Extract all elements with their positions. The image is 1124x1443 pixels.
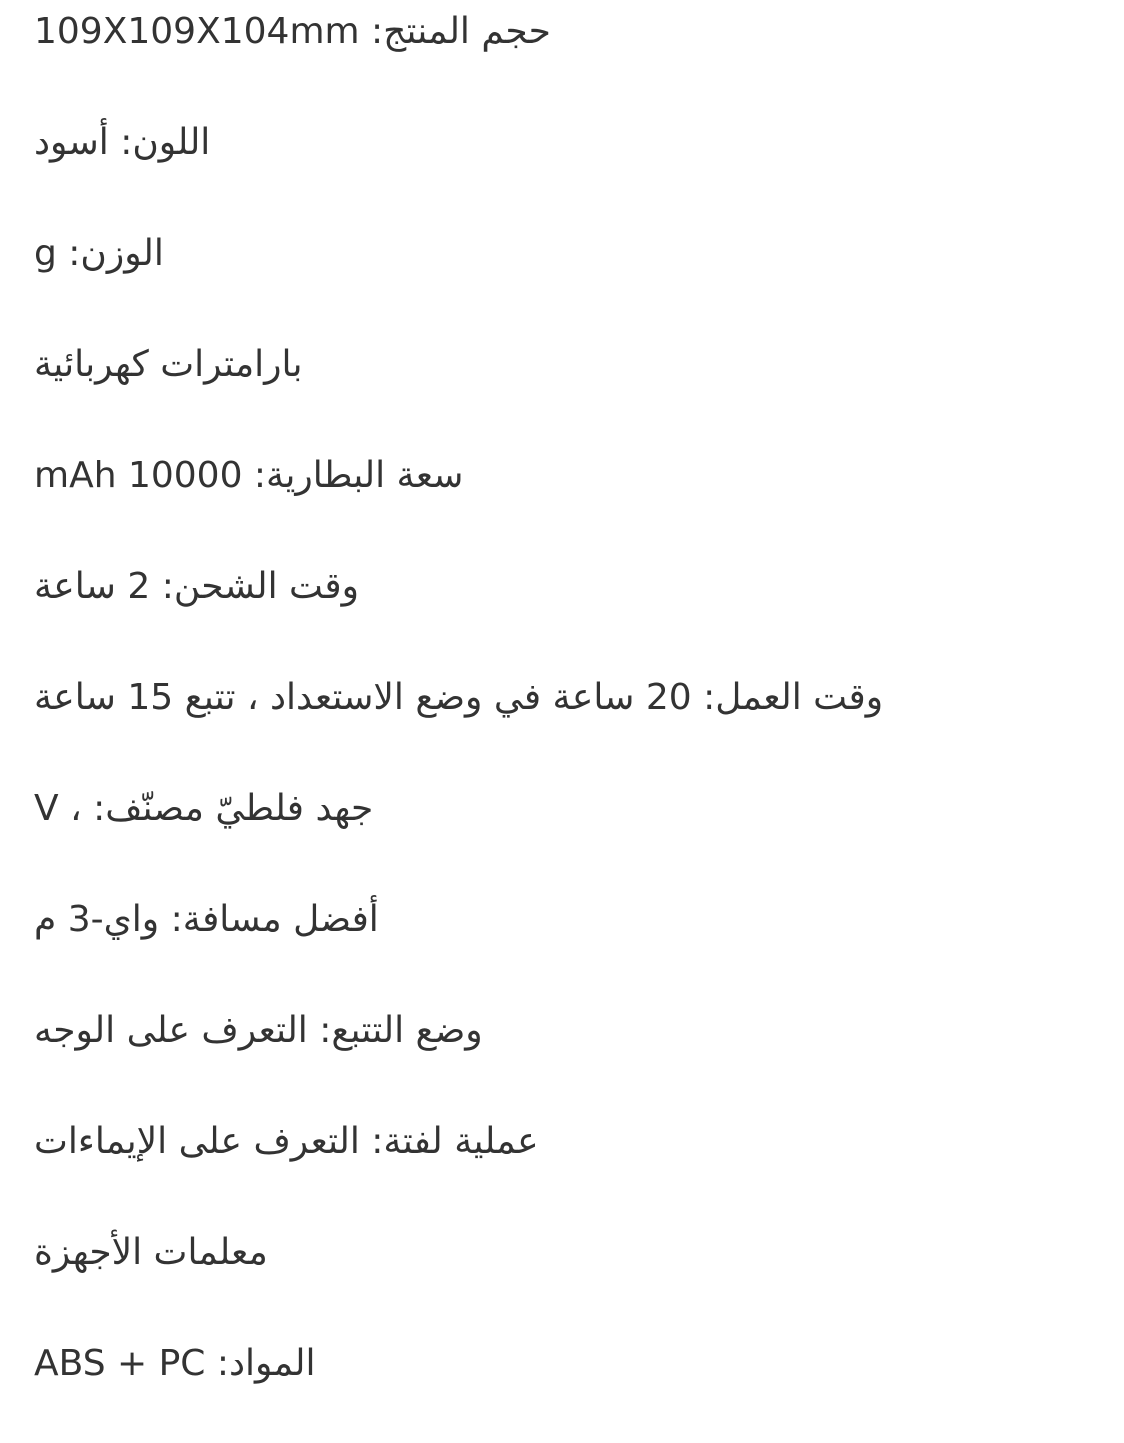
spec-best-distance [34,888,1074,999]
spec-color [34,111,1074,222]
spec-product-size-text: حجم المنتج: 109X109X104mm [34,11,551,52]
spec-material-text: المواد: ABS + PC [34,1343,316,1384]
section-heading-hardware-text: معلمات الأجهزة [34,1232,268,1273]
spec-charging-time-text: وقت الشحن: 2 ساعة [34,566,359,607]
spec-weight [34,222,1074,333]
spec-gesture-operation [34,1110,1074,1221]
spec-working-time [34,666,1074,777]
spec-best-distance-text: أفضل مسافة: واي-3 م [34,899,379,940]
spec-product-size [34,0,1074,111]
spec-color-text: اللون: أسود [34,122,211,163]
spec-tracking-mode-text: وضع التتبع: التعرف على الوجه [34,1010,483,1051]
spec-battery-capacity-text: سعة البطارية: mAh 10000 [34,455,464,496]
spec-material [34,1332,1074,1443]
spec-charging-time [34,555,1074,666]
section-heading-hardware [34,1221,1074,1332]
section-heading-electrical [34,333,1074,444]
spec-rated-voltage-text: جهد فلطيّ مصنّف: ، V [34,788,374,829]
spec-rated-voltage [34,777,1074,888]
spec-list [34,0,1074,1443]
section-heading-electrical-text: بارامترات كهربائية [34,344,303,385]
spec-battery-capacity [34,444,1074,555]
spec-working-time-text: وقت العمل: 20 ساعة في وضع الاستعداد ، تتبع 15 ساعة [34,677,884,718]
spec-tracking-mode [34,999,1074,1110]
spec-weight-text: الوزن: g [34,233,164,274]
spec-gesture-operation-text: عملية لفتة: التعرف على الإيماءات [34,1121,539,1162]
